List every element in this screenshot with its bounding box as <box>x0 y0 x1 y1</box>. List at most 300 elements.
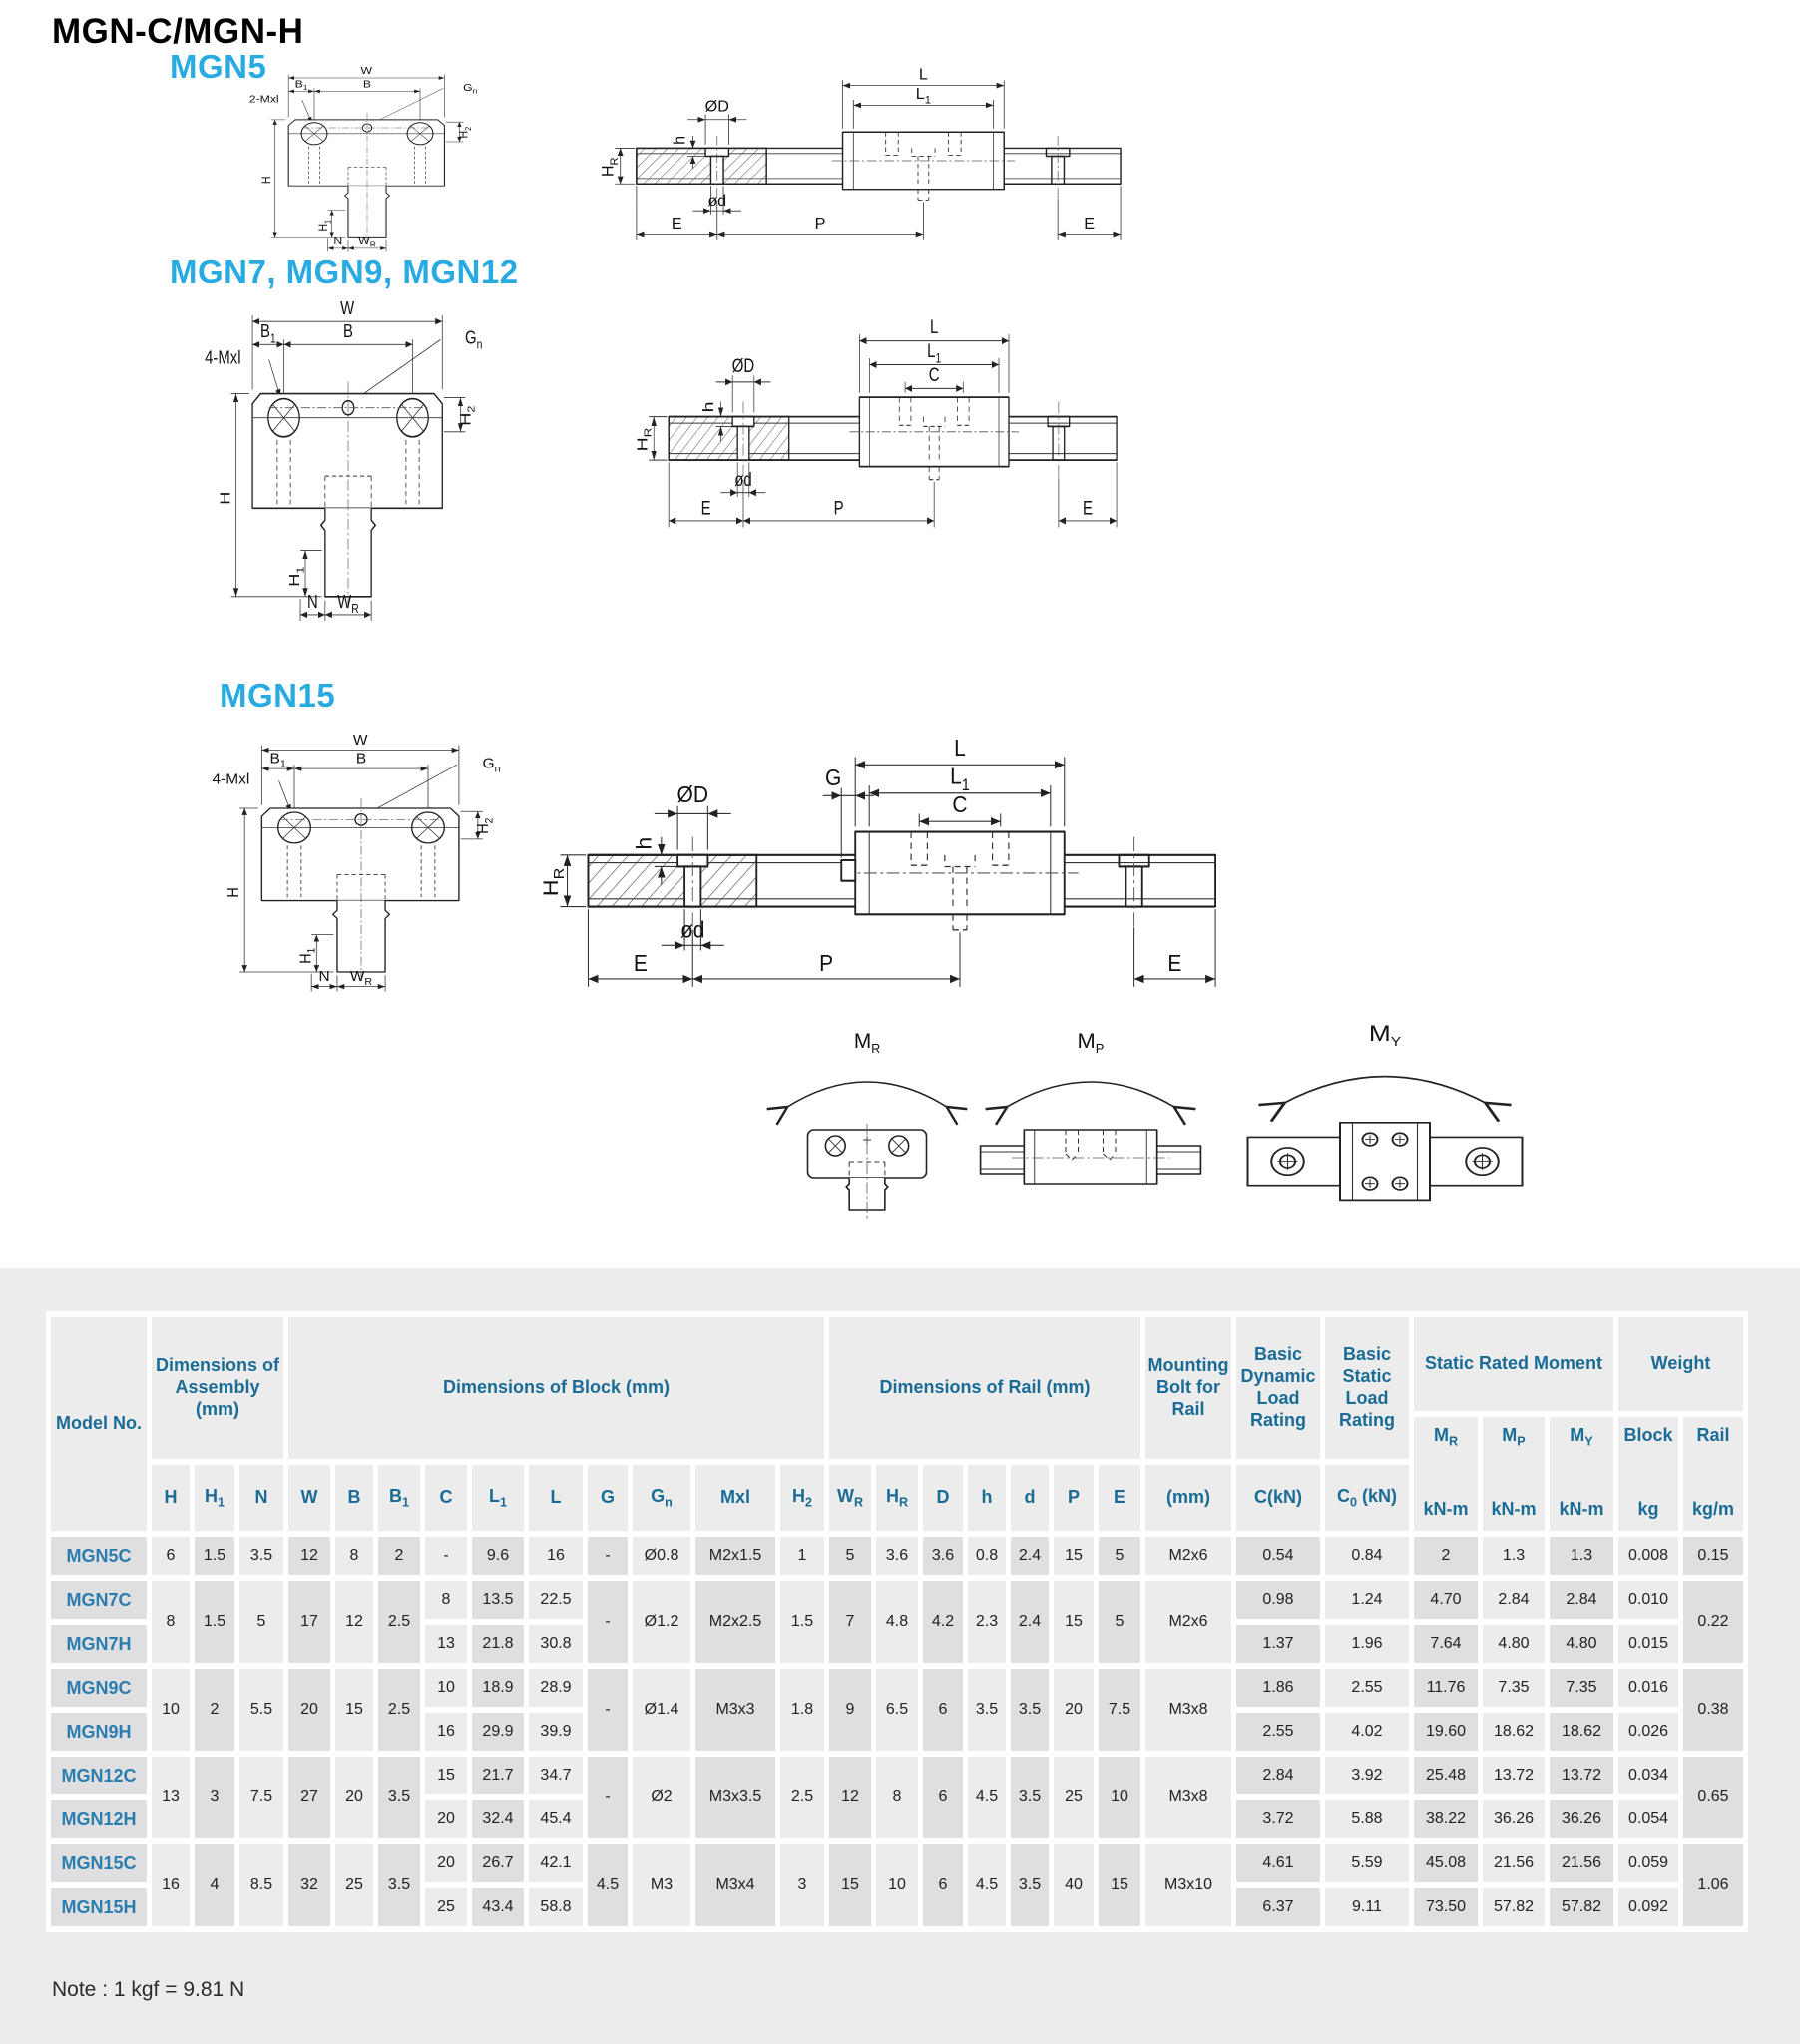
data-cell-c_kn: 1.86 <box>1236 1669 1320 1707</box>
mgn15-side-svg <box>507 711 1250 1010</box>
subcolumn-header: E <box>1099 1465 1140 1531</box>
data-cell-h: 16 <box>152 1844 190 1926</box>
data-cell-wr: 7 <box>829 1581 871 1663</box>
data-cell-c_kn: 0.54 <box>1236 1537 1320 1575</box>
data-cell-bolt: M2x6 <box>1145 1537 1231 1575</box>
data-cell-bolt: M3x10 <box>1145 1844 1231 1926</box>
data-cell-mp: 13.72 <box>1483 1757 1545 1794</box>
data-cell-w: 27 <box>288 1757 330 1838</box>
group-header: Basic Static Load Rating <box>1325 1317 1409 1459</box>
data-cell-p: 25 <box>1054 1757 1094 1838</box>
dim-label-b: B <box>343 320 353 342</box>
data-cell-n: 5.5 <box>239 1669 283 1751</box>
data-cell-mp: 2.84 <box>1483 1581 1545 1619</box>
data-cell-c: 15 <box>425 1757 467 1794</box>
data-cell-d: 3.6 <box>923 1537 963 1575</box>
dim-label-h-depth: h <box>699 401 717 413</box>
dim-label-h: H <box>217 491 234 505</box>
data-cell-h2: 1.5 <box>780 1581 824 1663</box>
rail-section-hatched <box>588 855 756 907</box>
dim-label-n: N <box>333 235 343 247</box>
data-cell-rail_kgm: 0.15 <box>1683 1537 1743 1575</box>
data-cell-b: 20 <box>335 1757 373 1838</box>
data-cell-l: 42.1 <box>529 1844 583 1882</box>
data-cell-l: 58.8 <box>529 1888 583 1926</box>
model-cell: MGN12H <box>51 1800 147 1838</box>
data-cell-mr: 38.22 <box>1414 1800 1478 1838</box>
data-cell-bolt: M3x8 <box>1145 1757 1231 1838</box>
data-cell-e: 5 <box>1099 1537 1140 1575</box>
model-cell: MGN15C <box>51 1844 147 1882</box>
data-cell-hr: 6.5 <box>876 1669 918 1751</box>
data-cell-h1: 1.5 <box>195 1537 234 1575</box>
data-cell-c0_kn: 0.84 <box>1325 1537 1409 1575</box>
data-cell-c: 25 <box>425 1888 467 1926</box>
data-cell-p: 15 <box>1054 1581 1094 1663</box>
dim-label-h1: $H_1$ <box>296 947 318 964</box>
data-cell-rail_kgm: 0.65 <box>1683 1757 1743 1838</box>
data-cell-h: 3.5 <box>968 1669 1006 1751</box>
data-cell-mp: 7.35 <box>1483 1669 1545 1707</box>
data-cell-n: 5 <box>239 1581 283 1663</box>
dim-label-hr: $H_R$ <box>633 427 655 452</box>
dim-label-wr: $W_R$ <box>358 235 376 249</box>
data-cell-c: 20 <box>425 1800 467 1838</box>
data-cell-b1: 3.5 <box>378 1757 420 1838</box>
data-cell-h: 6 <box>152 1537 190 1575</box>
dim-label-h-depth: h <box>632 836 657 850</box>
data-cell-l1: 13.5 <box>472 1581 524 1619</box>
dim-label-e-left: E <box>671 215 682 234</box>
data-cell-wr: 5 <box>829 1537 871 1575</box>
dim-label-e-left: E <box>633 950 648 977</box>
table-panel <box>0 1268 1800 2044</box>
dim-label-od: ØD <box>676 780 708 808</box>
data-cell-l1: 21.8 <box>472 1625 524 1663</box>
dim-label-h2: $H_2$ <box>456 405 478 426</box>
dim-label-l: L <box>930 315 939 338</box>
data-cell-my: 4.80 <box>1550 1625 1613 1663</box>
dim-label-gn: $G_n$ <box>465 326 483 352</box>
dim-label-e-right: E <box>1082 496 1093 519</box>
subcolumn-header: $H_1$ <box>195 1465 234 1531</box>
mgn7-side-view-drawing <box>611 295 1141 552</box>
data-cell-b1: 2 <box>378 1537 420 1575</box>
data-cell-block_kg: 0.054 <box>1618 1800 1678 1838</box>
dim-label-w: W <box>340 297 355 319</box>
subcolumn-header: L <box>529 1465 583 1531</box>
data-cell-c0_kn: 4.02 <box>1325 1713 1409 1751</box>
mgn5-cross-section-drawing <box>248 64 478 260</box>
model-cell: MGN9H <box>51 1713 147 1751</box>
group-header: Mounting Bolt for Rail <box>1145 1317 1231 1459</box>
subcolumn-header: $M_P$ kN-m <box>1483 1417 1545 1531</box>
subcolumn-header: C(kN) <box>1236 1465 1320 1531</box>
data-cell-gn: Ø1.4 <box>633 1669 690 1751</box>
data-cell-b1: 2.5 <box>378 1669 420 1751</box>
data-cell-h2: 3 <box>780 1844 824 1926</box>
dim-label-od: ØD <box>704 97 729 116</box>
data-cell-c_kn: 3.72 <box>1236 1800 1320 1838</box>
dim-label-od-small: ød <box>707 191 727 210</box>
data-cell-h1: 4 <box>195 1844 234 1926</box>
data-cell-b: 25 <box>335 1844 373 1926</box>
model-cell: MGN5C <box>51 1537 147 1575</box>
data-cell-l1: 21.7 <box>472 1757 524 1794</box>
data-cell-bolt: M2x6 <box>1145 1581 1231 1663</box>
data-cell-my: 13.72 <box>1550 1757 1613 1794</box>
block-outline <box>288 120 444 186</box>
data-cell-h1: 2 <box>195 1669 234 1751</box>
dim-label-e-right: E <box>1084 215 1095 234</box>
group-header: Weight <box>1618 1317 1743 1411</box>
data-cell-mxl: M3x3.5 <box>695 1757 775 1838</box>
moment-label: $M_Y$ <box>1368 1021 1402 1050</box>
data-cell-block_kg: 0.026 <box>1618 1713 1678 1751</box>
data-cell-b: 12 <box>335 1581 373 1663</box>
subcolumn-header: W <box>288 1465 330 1531</box>
moment-my-svg <box>1235 1020 1535 1235</box>
dim-label-wr: $W_R$ <box>337 591 359 617</box>
group-header: Dimensions of Rail (mm) <box>829 1317 1140 1459</box>
dim-label-w: W <box>360 65 373 77</box>
data-cell-h: 8 <box>152 1581 190 1663</box>
data-cell-w: 32 <box>288 1844 330 1926</box>
data-cell-block_kg: 0.016 <box>1618 1669 1678 1707</box>
data-cell-c: 16 <box>425 1713 467 1751</box>
data-cell-wr: 12 <box>829 1757 871 1838</box>
subcolumn-header: $M_R$ kN-m <box>1414 1417 1478 1531</box>
data-cell-mp: 21.56 <box>1483 1844 1545 1882</box>
dim-label-gn: $G_n$ <box>463 82 478 96</box>
dim-label-od: ØD <box>731 354 755 377</box>
data-cell-p: 40 <box>1054 1844 1094 1926</box>
dim-label-b: B <box>362 78 372 91</box>
data-cell-c0_kn: 2.55 <box>1325 1669 1409 1707</box>
data-cell-hr: 3.6 <box>876 1537 918 1575</box>
dim-label-n: N <box>318 968 330 985</box>
data-cell-mp: 18.62 <box>1483 1713 1545 1751</box>
data-cell-l1: 9.6 <box>472 1537 524 1575</box>
data-cell-h: 4.5 <box>968 1844 1006 1926</box>
data-cell-h1: 3 <box>195 1757 234 1838</box>
data-cell-c: - <box>425 1537 467 1575</box>
data-cell-rail_kgm: 0.38 <box>1683 1669 1743 1751</box>
mgn7-cross-svg <box>205 297 483 629</box>
bolt-count-label: 2-Mxl <box>248 94 279 106</box>
data-cell-b1: 2.5 <box>378 1581 420 1663</box>
data-cell-e: 5 <box>1099 1581 1140 1663</box>
moment-label: $M_P$ <box>1077 1029 1105 1056</box>
data-cell-my: 36.26 <box>1550 1800 1613 1838</box>
dim-label-b: B <box>355 750 367 767</box>
model-cell: MGN7H <box>51 1625 147 1663</box>
group-header: Static Rated Moment <box>1414 1317 1613 1411</box>
data-cell-mp: 4.80 <box>1483 1625 1545 1663</box>
moment-label: $M_R$ <box>853 1029 881 1057</box>
subcolumn-header: N <box>239 1465 283 1531</box>
data-cell-my: 21.56 <box>1550 1844 1613 1882</box>
data-cell-l: 22.5 <box>529 1581 583 1619</box>
moment-arc-arrow <box>1283 1077 1488 1104</box>
data-cell-l: 39.9 <box>529 1713 583 1751</box>
data-cell-g: - <box>588 1581 628 1663</box>
subcolumn-header: B <box>335 1465 373 1531</box>
data-cell-mxl: M2x2.5 <box>695 1581 775 1663</box>
specification-table <box>46 1311 1748 1932</box>
data-cell-h: 2.3 <box>968 1581 1006 1663</box>
dim-label-hr: $H_R$ <box>599 157 622 178</box>
dim-label-h2: $H_2$ <box>474 817 496 834</box>
data-cell-e: 15 <box>1099 1844 1140 1926</box>
moment-arc-arrow <box>786 1082 949 1108</box>
block-outline <box>252 394 442 509</box>
data-cell-d: 6 <box>923 1669 963 1751</box>
dim-label-l1: $L_1$ <box>927 338 942 366</box>
data-cell-g: 4.5 <box>588 1844 628 1926</box>
dim-label-od-small: ød <box>734 468 752 491</box>
data-cell-g: - <box>588 1669 628 1751</box>
data-cell-d: 4.2 <box>923 1581 963 1663</box>
dim-label-w: W <box>352 732 368 749</box>
page-title: MGN-C/MGN-H <box>52 12 304 51</box>
data-cell-rail_kgm: 0.22 <box>1683 1581 1743 1663</box>
mgn5-side-view-drawing <box>574 48 1147 260</box>
dim-label-od-small: ød <box>680 916 705 943</box>
dim-label-h1: $H_1$ <box>285 566 307 587</box>
data-cell-bolt: M3x8 <box>1145 1669 1231 1751</box>
data-cell-c: 10 <box>425 1669 467 1707</box>
data-cell-d: 2.4 <box>1011 1537 1049 1575</box>
mgn5-side-svg <box>574 48 1147 256</box>
data-cell-e: 7.5 <box>1099 1669 1140 1751</box>
subcolumn-header: $M_Y$ kN-m <box>1550 1417 1613 1531</box>
data-cell-mr: 25.48 <box>1414 1757 1478 1794</box>
data-cell-gn: Ø0.8 <box>633 1537 690 1575</box>
subcolumn-header: (mm) <box>1145 1465 1231 1531</box>
data-cell-c_kn: 4.61 <box>1236 1844 1320 1882</box>
data-cell-e: 10 <box>1099 1757 1140 1838</box>
data-cell-c0_kn: 1.24 <box>1325 1581 1409 1619</box>
subcolumn-header: P <box>1054 1465 1094 1531</box>
mgn5-cross-svg <box>248 64 478 256</box>
data-cell-block_kg: 0.059 <box>1618 1844 1678 1882</box>
data-cell-mr: 7.64 <box>1414 1625 1478 1663</box>
dim-label-b1: $B_1$ <box>259 320 276 346</box>
group-header: Dimensions of Block (mm) <box>288 1317 824 1459</box>
subcolumn-header: $W_R$ <box>829 1465 871 1531</box>
data-cell-l1: 29.9 <box>472 1713 524 1751</box>
mgn15-cross-svg <box>212 731 501 998</box>
model-cell: MGN12C <box>51 1757 147 1794</box>
data-cell-b: 8 <box>335 1537 373 1575</box>
dim-label-h2: $H_2$ <box>457 126 474 139</box>
data-cell-block_kg: 0.008 <box>1618 1537 1678 1575</box>
bolt-count-label: 4-Mxl <box>212 770 250 788</box>
data-cell-b1: 3.5 <box>378 1844 420 1926</box>
dim-label-e-left: E <box>700 496 711 519</box>
data-cell-hr: 10 <box>876 1844 918 1926</box>
model-cell: MGN7C <box>51 1581 147 1619</box>
data-cell-l1: 26.7 <box>472 1844 524 1882</box>
data-cell-my: 1.3 <box>1550 1537 1613 1575</box>
data-cell-l: 45.4 <box>529 1800 583 1838</box>
data-cell-gn: Ø2 <box>633 1757 690 1838</box>
dim-label-hr: $H_R$ <box>539 867 568 897</box>
data-cell-mr: 73.50 <box>1414 1888 1478 1926</box>
data-cell-c_kn: 2.55 <box>1236 1713 1320 1751</box>
data-cell-mp: 1.3 <box>1483 1537 1545 1575</box>
grease-nipple <box>841 860 855 881</box>
dim-label-b1: $B_1$ <box>269 750 286 770</box>
data-cell-p: 15 <box>1054 1537 1094 1575</box>
data-cell-d: 2.4 <box>1011 1581 1049 1663</box>
data-cell-c_kn: 2.84 <box>1236 1757 1320 1794</box>
dim-label-n: N <box>307 591 318 613</box>
data-cell-c_kn: 0.98 <box>1236 1581 1320 1619</box>
rail-section-hatched <box>669 417 789 460</box>
data-cell-n: 3.5 <box>239 1537 283 1575</box>
data-cell-l: 30.8 <box>529 1625 583 1663</box>
dim-label-h: H <box>225 887 243 898</box>
subcolumn-header: Rail kg/m <box>1683 1417 1743 1531</box>
data-cell-mxl: M3x4 <box>695 1844 775 1926</box>
moment-my-diagram <box>1235 1020 1535 1240</box>
data-cell-d: 3.5 <box>1011 1844 1049 1926</box>
data-cell-w: 20 <box>288 1669 330 1751</box>
dim-label-gn: $G_n$ <box>482 755 501 775</box>
dim-label-p: P <box>819 950 834 977</box>
data-cell-d: 3.5 <box>1011 1669 1049 1751</box>
mgn7-cross-section-drawing <box>205 297 483 634</box>
moment-mp-svg <box>966 1028 1215 1233</box>
dim-label-l1: $L_1$ <box>950 763 970 795</box>
data-cell-wr: 15 <box>829 1844 871 1926</box>
data-cell-mr: 19.60 <box>1414 1713 1478 1751</box>
data-cell-c: 20 <box>425 1844 467 1882</box>
data-cell-l: 34.7 <box>529 1757 583 1794</box>
subcolumn-header: $H_2$ <box>780 1465 824 1531</box>
subcolumn-header: G <box>588 1465 628 1531</box>
data-cell-c0_kn: 3.92 <box>1325 1757 1409 1794</box>
model-cell: MGN9C <box>51 1669 147 1707</box>
data-cell-g: - <box>588 1757 628 1838</box>
data-cell-d: 6 <box>923 1757 963 1838</box>
dim-label-h1: $H_1$ <box>317 219 333 232</box>
data-cell-gn: M3 <box>633 1844 690 1926</box>
dim-label-wr: $W_R$ <box>349 968 373 988</box>
group-header: Dimensions of Assembly (mm) <box>152 1317 283 1459</box>
data-cell-wr: 9 <box>829 1669 871 1751</box>
data-cell-block_kg: 0.010 <box>1618 1581 1678 1619</box>
subcolumn-header: $L_1$ <box>472 1465 524 1531</box>
data-cell-w: 12 <box>288 1537 330 1575</box>
data-cell-d: 3.5 <box>1011 1757 1049 1838</box>
data-cell-h2: 1 <box>780 1537 824 1575</box>
subcolumn-header: D <box>923 1465 963 1531</box>
data-cell-h2: 1.8 <box>780 1669 824 1751</box>
data-cell-hr: 8 <box>876 1757 918 1838</box>
data-cell-l: 16 <box>529 1537 583 1575</box>
data-cell-h: 0.8 <box>968 1537 1006 1575</box>
model-no-header: Model No. <box>51 1317 147 1531</box>
subcolumn-header: d <box>1011 1465 1049 1531</box>
moment-mp-diagram <box>966 1028 1215 1238</box>
data-cell-my: 18.62 <box>1550 1713 1613 1751</box>
subcolumn-header: $G_n$ <box>633 1465 690 1531</box>
data-cell-l1: 18.9 <box>472 1669 524 1707</box>
data-cell-h1: 1.5 <box>195 1581 234 1663</box>
dim-label-l1: $L_1$ <box>915 85 932 107</box>
subcolumn-header: C <box>425 1465 467 1531</box>
section-title-mgn5: MGN5 <box>170 48 267 85</box>
data-cell-gn: Ø1.2 <box>633 1581 690 1663</box>
data-cell-c_kn: 1.37 <box>1236 1625 1320 1663</box>
data-cell-g: - <box>588 1537 628 1575</box>
bolt-count-label: 4-Mxl <box>205 347 241 368</box>
data-cell-h: 13 <box>152 1757 190 1838</box>
data-cell-w: 17 <box>288 1581 330 1663</box>
data-cell-p: 20 <box>1054 1669 1094 1751</box>
data-cell-mxl: M2x1.5 <box>695 1537 775 1575</box>
dim-label-h: H <box>260 176 274 185</box>
dim-label-l: L <box>954 735 966 762</box>
data-cell-n: 8.5 <box>239 1844 283 1926</box>
dim-label-l: L <box>918 65 928 84</box>
note-text: Note : 1 kgf = 9.81 N <box>52 1978 245 2001</box>
data-cell-c0_kn: 9.11 <box>1325 1888 1409 1926</box>
data-cell-b: 15 <box>335 1669 373 1751</box>
data-cell-c: 8 <box>425 1581 467 1619</box>
subcolumn-header: Mxl <box>695 1465 775 1531</box>
dim-label-e-right: E <box>1167 950 1182 977</box>
dim-label-h-depth: h <box>671 135 689 145</box>
data-cell-d: 6 <box>923 1844 963 1926</box>
data-cell-mp: 36.26 <box>1483 1800 1545 1838</box>
data-cell-mxl: M3x3 <box>695 1669 775 1751</box>
subcolumn-header: H <box>152 1465 190 1531</box>
data-cell-my: 2.84 <box>1550 1581 1613 1619</box>
data-cell-my: 7.35 <box>1550 1669 1613 1707</box>
data-cell-mr: 45.08 <box>1414 1844 1478 1882</box>
data-cell-mr: 11.76 <box>1414 1669 1478 1707</box>
subcolumn-header: $B_1$ <box>378 1465 420 1531</box>
data-cell-h: 10 <box>152 1669 190 1751</box>
data-cell-c_kn: 6.37 <box>1236 1888 1320 1926</box>
block-outline <box>261 808 459 901</box>
model-cell: MGN15H <box>51 1888 147 1926</box>
section-title-mgn7-9-12: MGN7, MGN9, MGN12 <box>170 254 519 290</box>
rail-section-hatched <box>637 148 766 184</box>
data-cell-c: 13 <box>425 1625 467 1663</box>
data-cell-c0_kn: 5.59 <box>1325 1844 1409 1882</box>
data-cell-c0_kn: 1.96 <box>1325 1625 1409 1663</box>
subcolumn-header: h <box>968 1465 1006 1531</box>
data-cell-l1: 43.4 <box>472 1888 524 1926</box>
dim-label-p: P <box>814 215 826 234</box>
data-cell-n: 7.5 <box>239 1757 283 1838</box>
moment-arc-arrow <box>1006 1082 1176 1108</box>
data-cell-l1: 32.4 <box>472 1800 524 1838</box>
dim-label-b1: $B_1$ <box>294 78 308 93</box>
data-cell-block_kg: 0.092 <box>1618 1888 1678 1926</box>
dim-label-c: C <box>928 362 940 386</box>
section-title-mgn15: MGN15 <box>220 677 336 714</box>
mgn15-cross-section-drawing <box>212 731 501 1003</box>
subcolumn-header: Block kg <box>1618 1417 1678 1531</box>
dim-label-c: C <box>952 791 968 818</box>
mgn15-side-view-drawing <box>507 711 1250 1015</box>
